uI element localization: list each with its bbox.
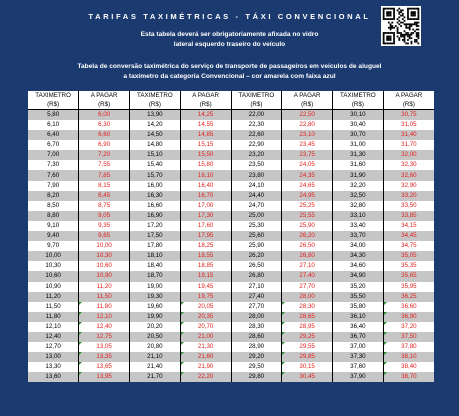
taximeter-cell: 36,10 [333, 312, 384, 322]
table-row [28, 211, 434, 221]
amount-cell: 18,85 [180, 261, 231, 271]
taximeter-cell: 11,80 [28, 312, 79, 322]
taximeter-cell: 18,10 [130, 251, 181, 261]
taximeter-cell: 15,40 [130, 160, 181, 170]
amount-cell: 25,55 [282, 211, 333, 221]
taximeter-cell: 27,40 [231, 292, 282, 302]
table-row [28, 130, 434, 140]
table-row [28, 282, 434, 292]
taximeter-cell: 26,20 [231, 251, 282, 261]
taximeter-cell: 32,50 [333, 191, 384, 201]
taximeter-cell: 34,00 [333, 241, 384, 251]
taximeter-cell: 28,60 [231, 332, 282, 342]
table-row [28, 292, 434, 302]
amount-cell: 17,30 [180, 211, 231, 221]
amount-cell: 7,55 [79, 160, 130, 170]
amount-cell: 15,15 [180, 140, 231, 150]
amount-cell: 21,30 [180, 342, 231, 352]
amount-cell: 19,15 [180, 271, 231, 281]
table-row [28, 362, 434, 372]
amount-cell: 31,40 [383, 130, 434, 140]
amount-cell: 20,35 [180, 312, 231, 322]
amount-cell: 32,60 [383, 170, 434, 180]
amount-cell: 37,50 [383, 332, 434, 342]
taximeter-cell: 35,80 [333, 302, 384, 312]
amount-cell: 26,20 [282, 231, 333, 241]
amount-cell: 34,15 [383, 221, 434, 231]
taximeter-cell: 14,80 [130, 140, 181, 150]
column-header: A PAGAR [180, 91, 231, 100]
amount-cell: 33,50 [383, 201, 434, 211]
amount-cell: 11,20 [79, 282, 130, 292]
column-unit: (R$) [383, 100, 434, 110]
taximeter-cell: 36,40 [333, 322, 384, 332]
table-row [28, 170, 434, 180]
amount-cell: 36,60 [383, 302, 434, 312]
amount-cell: 28,95 [282, 322, 333, 332]
amount-cell: 33,85 [383, 211, 434, 221]
unit-row [28, 100, 434, 110]
amount-cell: 30,15 [282, 362, 333, 372]
amount-cell: 15,80 [180, 160, 231, 170]
amount-cell: 7,85 [79, 170, 130, 180]
taximeter-cell: 31,00 [333, 140, 384, 150]
column-header: TAXIMETRO [231, 91, 282, 100]
taximeter-cell: 13,30 [45, 363, 61, 371]
table-row [28, 312, 434, 322]
taximeter-cell: 29,20 [231, 352, 282, 362]
taximeter-cell: 35,50 [333, 292, 384, 302]
taximeter-cell: 34,60 [333, 261, 384, 271]
amount-cell: 22,20 [180, 372, 231, 382]
amount-cell: 9,35 [79, 221, 130, 231]
header-row [28, 91, 434, 100]
taximeter-cell: 6,40 [28, 130, 79, 140]
taximeter-cell: 20,50 [130, 332, 181, 342]
amount-cell: 29,25 [282, 332, 333, 342]
taximeter-cell: 22,30 [231, 120, 282, 130]
taximeter-cell: 19,90 [130, 312, 181, 322]
taximeter-cell: 17,80 [130, 241, 181, 251]
amount-cell: 30,75 [383, 110, 434, 121]
taximeter-cell: 19,30 [130, 292, 181, 302]
column-header: A PAGAR [79, 91, 130, 100]
amount-cell: 29,55 [282, 342, 333, 352]
amount-cell: 32,90 [383, 181, 434, 191]
column-unit: (R$) [130, 100, 181, 110]
amount-cell: 16,40 [180, 181, 231, 191]
notice [0, 30, 459, 50]
amount-cell: 8,75 [79, 201, 130, 211]
amount-cell: 7,20 [79, 150, 130, 160]
column-unit: (R$) [333, 100, 384, 110]
taximeter-cell: 14,20 [130, 120, 181, 130]
column-header: A PAGAR [383, 91, 434, 100]
amount-cell: 6,90 [79, 140, 130, 150]
taximeter-cell: 8,50 [47, 201, 60, 209]
taximeter-cell: 27,10 [231, 282, 282, 292]
amount-cell: 18,25 [180, 241, 231, 251]
taximeter-cell: 28,90 [231, 342, 282, 352]
taximeter-cell: 11,20 [28, 292, 79, 302]
amount-cell: 24,05 [282, 160, 333, 170]
amount-cell: 6,00 [79, 110, 130, 121]
amount-cell: 32,00 [383, 150, 434, 160]
amount-cell: 13,65 [79, 362, 130, 372]
amount-cell: 35,95 [383, 282, 434, 292]
amount-cell: 17,95 [180, 231, 231, 241]
page-title: TARIFAS TAXIMÉTRICAS - TÁXI CONVENCIONAL [88, 12, 371, 21]
table-row [28, 271, 434, 281]
amount-cell: 26,80 [282, 251, 333, 261]
amount-cell: 29,85 [282, 352, 333, 362]
taximeter-cell: 10,00 [28, 251, 79, 261]
taximeter-cell: 22,60 [231, 130, 282, 140]
amount-cell: 38,10 [383, 352, 434, 362]
taximeter-cell: 9,40 [28, 231, 79, 241]
taximeter-cell: 25,00 [231, 211, 282, 221]
taximeter-cell: 34,30 [333, 251, 384, 261]
amount-cell: 8,45 [79, 191, 130, 201]
taximeter-cell: 15,70 [130, 170, 181, 180]
taximeter-cell: 29,50 [231, 362, 282, 372]
taximeter-cell: 16,00 [130, 181, 181, 191]
amount-cell: 12,10 [79, 312, 130, 322]
table-row [28, 241, 434, 251]
taximeter-cell: 23,50 [231, 160, 282, 170]
amount-cell: 28,00 [282, 292, 333, 302]
table-row [28, 332, 434, 342]
amount-cell: 8,15 [79, 181, 130, 191]
amount-cell: 20,05 [180, 302, 231, 312]
amount-cell: 21,60 [180, 352, 231, 362]
table-row [28, 191, 434, 201]
amount-cell: 6,60 [79, 130, 130, 140]
amount-cell: 9,65 [79, 231, 130, 241]
taximeter-cell: 37,30 [333, 352, 384, 362]
taximeter-cell: 7,30 [47, 161, 60, 169]
fare-table-body [28, 110, 434, 383]
taximeter-cell: 9,10 [47, 221, 60, 229]
amount-cell: 31,70 [383, 140, 434, 150]
amount-cell: 11,80 [79, 302, 130, 312]
taximeter-cell: 7,00 [28, 150, 79, 160]
amount-cell: 25,25 [282, 201, 333, 211]
amount-cell: 9,05 [79, 211, 130, 221]
taximeter-cell: 8,80 [28, 211, 79, 221]
amount-cell: 12,75 [79, 332, 130, 342]
taximeter-cell: 16,60 [130, 201, 181, 211]
amount-cell: 27,10 [282, 261, 333, 271]
taximeter-cell: 28,00 [231, 312, 282, 322]
notice-line-2: lateral esquerdo traseiro do veículo [173, 41, 286, 48]
amount-cell: 21,00 [180, 332, 231, 342]
column-unit: (R$) [282, 100, 333, 110]
amount-cell: 26,50 [282, 241, 333, 251]
taximeter-cell: 13,90 [130, 110, 181, 121]
taximeter-cell: 25,60 [231, 231, 282, 241]
column-header: TAXIMETRO [35, 92, 71, 99]
amount-cell: 38,40 [383, 362, 434, 372]
table-row [28, 110, 434, 121]
taximeter-cell: 13,00 [28, 352, 79, 362]
taximeter-cell: 12,10 [45, 322, 61, 330]
taximeter-cell: 23,20 [231, 150, 282, 160]
taximeter-cell: 28,30 [231, 322, 282, 332]
amount-cell: 17,60 [180, 221, 231, 231]
amount-cell: 20,70 [180, 322, 231, 332]
taximeter-cell: 29,80 [231, 372, 282, 382]
amount-cell: 23,75 [282, 150, 333, 160]
table-row [28, 120, 434, 130]
taximeter-cell: 37,60 [333, 362, 384, 372]
taximeter-cell: 26,80 [231, 271, 282, 281]
taximeter-cell: 31,30 [333, 150, 384, 160]
table-row [28, 221, 434, 231]
amount-cell: 25,90 [282, 221, 333, 231]
amount-cell: 38,70 [383, 372, 434, 382]
amount-cell: 14,25 [180, 110, 231, 121]
taximeter-cell: 24,40 [231, 191, 282, 201]
table-row [28, 140, 434, 150]
amount-cell: 31,05 [383, 120, 434, 130]
amount-cell: 23,45 [282, 140, 333, 150]
taximeter-cell: 17,20 [130, 221, 181, 231]
table-row [28, 160, 434, 170]
column-unit: (R$) [28, 100, 79, 110]
table-row [28, 251, 434, 261]
taximeter-cell: 7,60 [28, 170, 79, 180]
taximeter-cell: 13,60 [28, 372, 79, 382]
table-row [28, 261, 434, 271]
amount-cell: 19,75 [180, 292, 231, 302]
amount-cell: 6,30 [79, 120, 130, 130]
amount-cell: 36,90 [383, 312, 434, 322]
taximeter-cell: 33,40 [333, 221, 384, 231]
taximeter-cell: 37,00 [333, 342, 384, 352]
amount-cell: 19,45 [180, 282, 231, 292]
taximeter-cell: 30,40 [333, 120, 384, 130]
amount-cell: 10,90 [79, 271, 130, 281]
column-unit: (R$) [180, 100, 231, 110]
fare-table-container [28, 91, 434, 382]
taximeter-cell: 10,60 [28, 271, 79, 281]
taximeter-cell: 8,20 [28, 191, 79, 201]
amount-cell: 23,10 [282, 130, 333, 140]
taximeter-cell: 9,70 [47, 242, 60, 250]
amount-cell: 24,95 [282, 191, 333, 201]
table-row [28, 322, 434, 332]
taximeter-cell: 32,20 [333, 181, 384, 191]
taximeter-cell: 16,90 [130, 211, 181, 221]
notice-line-1: Esta tabela deverá ser obrigatoriamente afixada no vidro [140, 31, 319, 38]
table-row [28, 372, 434, 382]
description-line-2: a taxímetro da categoria Convencional – cor amarela com faixa azul [123, 73, 336, 80]
taximeter-cell: 35,20 [333, 282, 384, 292]
table-row [28, 181, 434, 191]
amount-cell: 35,35 [383, 261, 434, 271]
amount-cell: 12,40 [79, 322, 130, 332]
taximeter-cell: 7,90 [47, 181, 60, 189]
amount-cell: 32,30 [383, 160, 434, 170]
taximeter-cell: 27,70 [231, 302, 282, 312]
amount-cell: 24,65 [282, 181, 333, 191]
amount-cell: 17,00 [180, 201, 231, 211]
amount-cell: 10,60 [79, 261, 130, 271]
taximeter-cell: 17,50 [130, 231, 181, 241]
taximeter-cell: 20,20 [130, 322, 181, 332]
taximeter-cell: 25,30 [231, 221, 282, 231]
taximeter-cell: 6,10 [47, 121, 60, 129]
table-row [28, 231, 434, 241]
taximeter-cell: 12,40 [28, 332, 79, 342]
amount-cell: 13,05 [79, 342, 130, 352]
amount-cell: 34,45 [383, 231, 434, 241]
taximeter-cell: 18,70 [130, 271, 181, 281]
taximeter-cell: 33,10 [333, 211, 384, 221]
amount-cell: 28,65 [282, 312, 333, 322]
table-row [28, 150, 434, 160]
taximeter-cell: 14,50 [130, 130, 181, 140]
table-row [28, 201, 434, 211]
taximeter-cell: 34,90 [333, 271, 384, 281]
amount-cell: 21,90 [180, 362, 231, 372]
taximeter-cell: 22,00 [231, 110, 282, 121]
taximeter-cell: 36,70 [333, 332, 384, 342]
amount-cell: 27,70 [282, 282, 333, 292]
taximeter-cell: 32,80 [333, 201, 384, 211]
taximeter-cell: 24,70 [231, 201, 282, 211]
taximeter-cell: 23,80 [231, 170, 282, 180]
amount-cell: 13,35 [79, 352, 130, 362]
taximeter-cell: 5,80 [28, 110, 79, 121]
amount-cell: 27,40 [282, 271, 333, 281]
taximeter-cell: 6,70 [47, 141, 60, 149]
amount-cell: 22,50 [282, 110, 333, 121]
taximeter-cell: 10,90 [45, 282, 61, 290]
amount-cell: 10,00 [79, 241, 130, 251]
amount-cell: 15,50 [180, 150, 231, 160]
taximeter-cell: 26,50 [231, 261, 282, 271]
taximeter-cell: 16,30 [130, 191, 181, 201]
amount-cell: 16,10 [180, 170, 231, 180]
taximeter-cell: 10,30 [45, 262, 61, 270]
table-row [28, 302, 434, 312]
amount-cell: 14,55 [180, 120, 231, 130]
amount-cell: 16,70 [180, 191, 231, 201]
taximeter-cell: 19,00 [130, 282, 181, 292]
taximeter-cell: 15,10 [130, 150, 181, 160]
taximeter-cell: 31,60 [333, 160, 384, 170]
amount-cell: 18,55 [180, 251, 231, 261]
taximeter-cell: 18,40 [130, 261, 181, 271]
amount-cell: 10,30 [79, 251, 130, 261]
amount-cell: 36,25 [383, 292, 434, 302]
taximeter-cell: 37,90 [333, 372, 384, 382]
taximeter-cell: 20,80 [130, 342, 181, 352]
amount-cell: 28,30 [282, 302, 333, 312]
taximeter-cell: 30,70 [333, 130, 384, 140]
description-line-1: Tabela de conversão taximétrica do serviço de transporte de passageiros em veículos de aluguel [77, 63, 382, 70]
taximeter-cell: 21,10 [130, 352, 181, 362]
amount-cell: 11,50 [79, 292, 130, 302]
taximeter-cell: 31,90 [333, 170, 384, 180]
amount-cell: 22,80 [282, 120, 333, 130]
amount-cell: 35,05 [383, 251, 434, 261]
column-unit: (R$) [79, 100, 130, 110]
taximeter-cell: 12,70 [45, 343, 61, 351]
table-row [28, 342, 434, 352]
amount-cell: 30,45 [282, 372, 333, 382]
taximeter-cell: 19,60 [130, 302, 181, 312]
amount-cell: 35,65 [383, 271, 434, 281]
taximeter-cell: 11,50 [45, 302, 61, 310]
amount-cell: 14,85 [180, 130, 231, 140]
description [0, 62, 459, 82]
taximeter-cell: 22,90 [231, 140, 282, 150]
amount-cell: 24,35 [282, 170, 333, 180]
column-unit: (R$) [231, 100, 282, 110]
taximeter-cell: 25,90 [231, 241, 282, 251]
table-row [28, 352, 434, 362]
amount-cell: 33,20 [383, 191, 434, 201]
column-header: TAXIMETRO [130, 91, 181, 100]
taximeter-cell: 30,10 [333, 110, 384, 121]
amount-cell: 37,80 [383, 342, 434, 352]
taximeter-cell: 33,70 [333, 231, 384, 241]
taximeter-cell: 21,40 [130, 362, 181, 372]
amount-cell: 37,20 [383, 322, 434, 332]
amount-cell: 13,95 [79, 372, 130, 382]
taximeter-cell: 24,10 [231, 181, 282, 191]
taximeter-cell: 21,70 [130, 372, 181, 382]
fare-table [28, 91, 434, 382]
amount-cell: 34,75 [383, 241, 434, 251]
column-header: A PAGAR [282, 91, 333, 100]
column-header: TAXIMETRO [333, 91, 384, 100]
